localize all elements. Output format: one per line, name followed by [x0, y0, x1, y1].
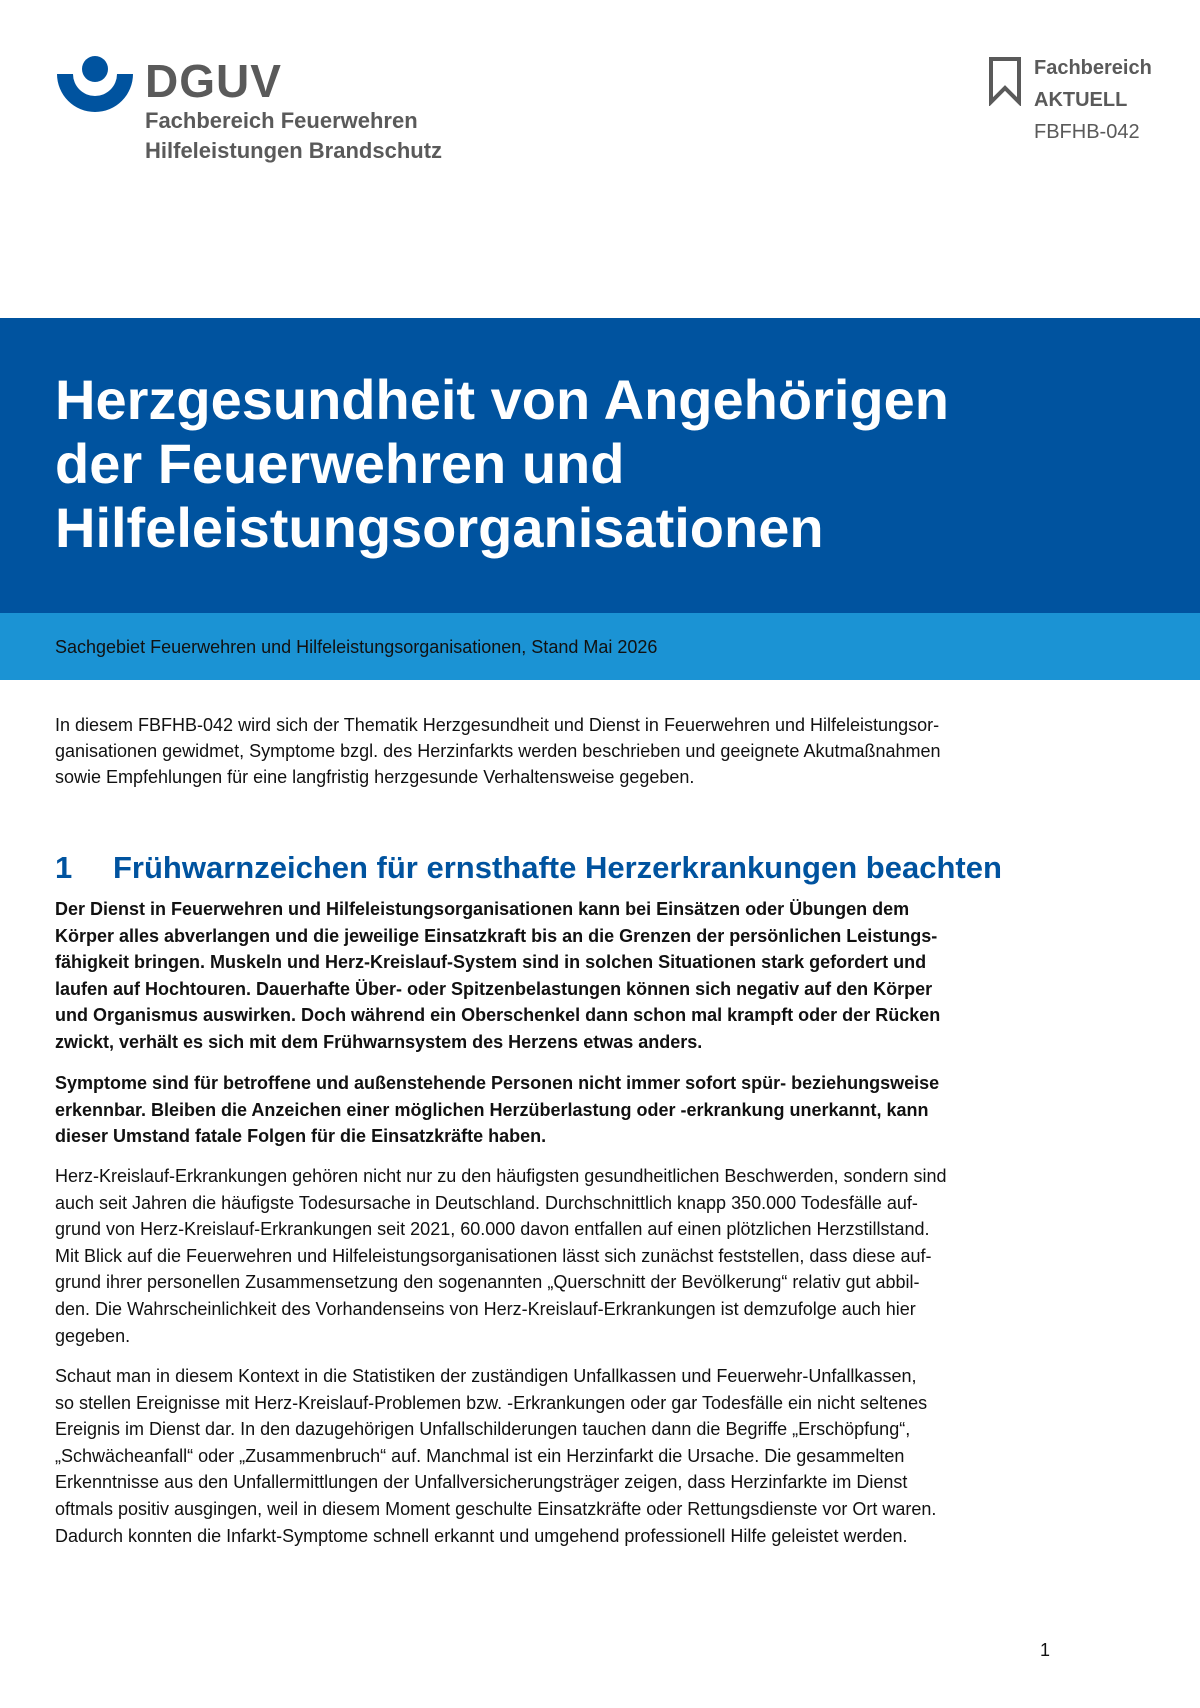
paragraph-1 — [55, 896, 1075, 1056]
paragraph-line: und Organismus auswirken. Doch während ein Oberschenkel dann schon mal krampft oder der Rücken — [55, 1005, 941, 1026]
paragraph-line: Körper alles abverlangen und die jeweilige Einsatzkraft bis an die Grenzen der persönlichen Leistungs- — [55, 925, 938, 946]
section-title: Frühwarnzeichen für ernsthafte Herzerkrankungen beachten — [113, 850, 1002, 885]
paragraph-line: grund von Herz-Kreislauf-Erkrankungen seit 2021, 60.000 davon entfallen auf einen plötzlichen Herzstillstand. — [55, 1219, 930, 1240]
paragraph-line: Herz-Kreislauf-Erkrankungen gehören nicht nur zu den häufigsten gesundheitlichen Beschwerden, sondern sind — [55, 1166, 947, 1186]
intro-line: ganisationen gewidmet, Symptome bzgl. des Herzinfarkts werden beschrieben und geeignete Akutmaßnahmen — [55, 741, 941, 761]
title-line-2: der Feuerwehren und — [55, 432, 625, 495]
paragraph-line: so stellen Ereignisse mit Herz-Kreislauf-Problemen bzw. -Erkrankungen oder gar Todesfälle ein nicht seltenes — [55, 1392, 928, 1413]
series-badge — [988, 52, 1152, 148]
title-line-1: Herzgesundheit von Angehörigen — [55, 368, 949, 431]
logo-brand-text: DGUV — [145, 55, 282, 107]
paragraph-line: Der Dienst in Feuerwehren und Hilfeleistungsorganisationen kann bei Einsätzen oder Übungen dem — [55, 899, 910, 919]
intro-paragraph — [55, 712, 1075, 790]
bookmark-icon — [988, 56, 1022, 106]
intro-line: sowie Empfehlungen für eine langfristig herzgesunde Verhaltensweise gegeben. — [55, 767, 695, 787]
document-title — [55, 368, 1155, 560]
paragraph-line: Schaut man in diesem Kontext in die Statistiken der zuständigen Unfallkassen und Feuerwehr-Unfallkassen, — [55, 1366, 917, 1386]
paragraph-line: zwickt, verhält es sich mit dem Frühwarnsystem des Herzens etwas anders. — [55, 1031, 703, 1052]
paragraph-line: Erkenntnisse aus den Unfallermittlungen der Unfallversicherungsträger zeigen, dass Herzinfarkte im Dienst — [55, 1472, 908, 1493]
paragraph-line: grund ihrer personellen Zusammensetzung den sogenannten „Querschnitt der Bevölkerung“ relativ gut abbil- — [55, 1272, 920, 1293]
series-label: Fachbereich — [1034, 57, 1152, 79]
subtitle-band — [0, 613, 1200, 680]
logo-sub-line-1: Fachbereich Feuerwehren — [145, 108, 418, 133]
intro-line: In diesem FBFHB-042 wird sich der Thematik Herzgesundheit und Dienst in Feuerwehren und Hilfeleistungsor- — [55, 715, 940, 735]
paragraph-line: laufen auf Hochtouren. Dauerhafte Über- oder Spitzenbelastungen können sich negativ auf den Körper — [55, 978, 933, 999]
dguv-logo — [55, 52, 442, 164]
paragraph-line: den. Die Wahrscheinlichkeit des Vorhandenseins von Herz-Kreislauf-Erkrankungen ist demzufolge auch hier — [55, 1298, 916, 1319]
paragraph-line: Symptome sind für betroffene und außenstehende Personen nicht immer sofort spür- beziehungsweise — [55, 1073, 940, 1093]
paragraph-line: Ereignis im Dienst dar. In den dazugehörigen Unfallschilderungen tauchen dann die Begriffe „Erschöpfung“, — [55, 1419, 911, 1440]
paragraph-3 — [55, 1163, 1075, 1349]
series-code: FBFHB-042 — [1034, 121, 1140, 143]
paragraph-line: gegeben. — [55, 1325, 131, 1346]
series-name: AKTUELL — [1034, 89, 1128, 111]
title-band — [0, 318, 1200, 613]
dguv-logo-icon — [55, 52, 135, 118]
paragraph-line: Dadurch konnten die Infarkt-Symptome schnell erkannt und umgehend professionell Hilfe geleistet werden. — [55, 1525, 908, 1546]
paragraph-line: auch seit Jahren die häufigste Todesursache in Deutschland. Durchschnittlich knapp 350.000 Todesfälle auf- — [55, 1192, 918, 1213]
logo-sub-line-2: Hilfeleistungen Brandschutz — [145, 138, 443, 163]
paragraph-line: erkennbar. Bleiben die Anzeichen einer möglichen Herzüberlastung oder -erkrankung unerkannt, kann — [55, 1099, 929, 1120]
paragraph-line: oftmals positiv ausgingen, weil in diesem Moment geschulte Einsatzkräfte oder Rettungsdienste vor Ort waren. — [55, 1498, 937, 1519]
section-number: 1 — [55, 850, 73, 885]
paragraph-line: „Schwächeanfall“ oder „Zusammenbruch“ auf. Manchmal ist ein Herzinfarkt die Ursache. Die gesammelten — [55, 1445, 905, 1466]
document-subtitle: Sachgebiet Feuerwehren und Hilfeleistungsorganisationen, Stand Mai 2026 — [55, 637, 658, 657]
paragraph-4 — [55, 1363, 1075, 1549]
paragraph-line: fähigkeit bringen. Muskeln und Herz-Kreislauf-System sind in solchen Situationen stark gefordert und — [55, 952, 927, 973]
paragraph-2 — [55, 1070, 1075, 1150]
paragraph-line: Mit Blick auf die Feuerwehren und Hilfeleistungsorganisationen lässt sich zunächst feststellen, dass diese auf- — [55, 1245, 932, 1266]
section-heading — [55, 850, 1155, 886]
title-line-3: Hilfeleistungsorganisationen — [55, 496, 824, 559]
page-number: 1 — [1040, 1640, 1051, 1660]
paragraph-line: dieser Umstand fatale Folgen für die Einsatzkräfte haben. — [55, 1126, 547, 1147]
